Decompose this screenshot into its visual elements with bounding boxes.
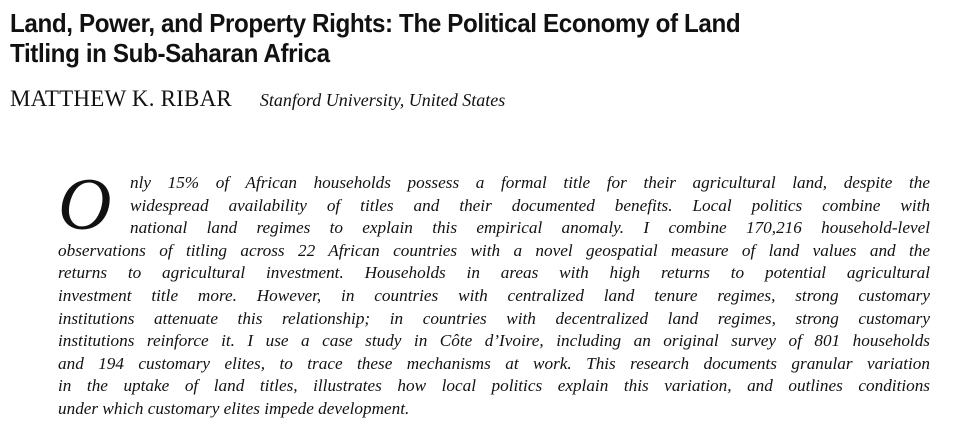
abstract-line: national land regimes to explain this empirical anomaly. I combine 170,216 household-level — [130, 218, 930, 238]
abstract-line: under which customary elites impede development. — [58, 398, 410, 418]
author-affiliation: Stanford University, United States — [259, 90, 506, 110]
paper-title-line-2: Titling in Sub-Saharan Africa — [10, 38, 330, 68]
abstract — [58, 164, 930, 421]
abstract-line: institutions reinforce it. I use a case study in Côte d’Ivoire, including an original survey of 801 households — [58, 331, 930, 351]
abstract-line: widespread availability of titles and their documented benefits. Local politics combine with — [130, 195, 930, 215]
paper-title — [10, 8, 894, 68]
paper-title-line-1: Land, Power, and Property Rights: The Political Economy of Land — [10, 8, 741, 38]
author-name: MATTHEW K. RIBAR — [10, 86, 232, 111]
abstract-drop-cap: O — [58, 164, 112, 246]
abstract-line: nly 15% of African households possess a formal title for their agricultural land, despite the — [130, 173, 930, 192]
abstract-line: observations of titling across 22 African countries with a novel geospatial measure of land values and the — [58, 240, 930, 260]
abstract-line: in the uptake of land titles, illustrates how local politics explain this variation, and outlines conditions — [58, 376, 930, 396]
abstract-line: and 194 customary elites, to trace these mechanisms at work. This research documents granular variation — [58, 353, 930, 373]
abstract-line: investment title more. However, in countries with centralized land tenure regimes, strong customary — [58, 285, 930, 305]
byline — [10, 86, 505, 112]
abstract-line: institutions attenuate this relationship; in countries with decentralized land regimes, strong customary — [58, 308, 930, 328]
abstract-line: returns to agricultural investment. Households in areas with high returns to potential agricultural — [58, 263, 930, 283]
